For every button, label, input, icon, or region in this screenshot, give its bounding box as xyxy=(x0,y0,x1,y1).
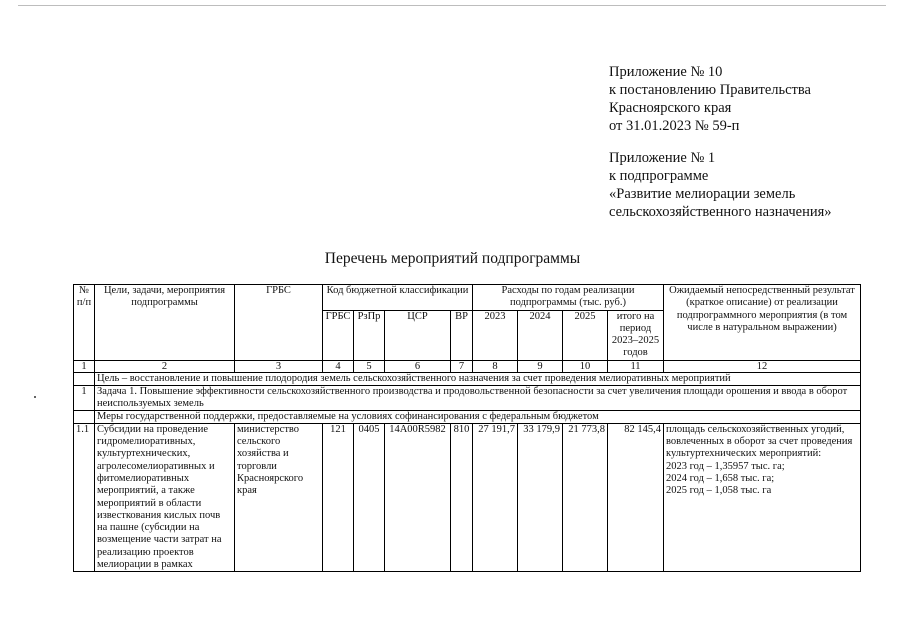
measures-table xyxy=(73,284,861,572)
header-expenses: Расходы по годам реализации подпрограммы (тыс. руб.) xyxy=(473,285,664,311)
table-row xyxy=(74,423,861,572)
row-name: Субсидии на проведение гидромелиоративных, культуртехнических, агролесомелиоративных и фитомелиоративных мероприятий, а также мероприятий в области известкования кислых почв на пашне (субсидии на возмещение части затрат на реализацию проектов мелиорации в рамках xyxy=(95,423,235,572)
column-number: 10 xyxy=(563,360,608,372)
row-grbs-name: министерство сельского хозяйства и торговли Красноярского края xyxy=(235,423,323,572)
appendix-10-header xyxy=(609,63,811,135)
appendix-line: Приложение № 10 xyxy=(609,64,723,80)
scan-top-edge xyxy=(18,5,886,6)
subheader-2023: 2023 xyxy=(473,310,518,360)
appendix-line: Приложение № 1 xyxy=(609,150,716,166)
task-num: 1 xyxy=(74,385,95,410)
result-line: 2025 год – 1,058 тыс. га xyxy=(666,485,772,497)
result-line: площадь сельскохозяйственных угодий, вовлеченных в оборот за счет проведения культуртехнических мероприятий: xyxy=(666,423,853,460)
row-vr: 810 xyxy=(451,423,473,572)
appendix-line: Красноярского края xyxy=(609,100,732,116)
header-result: Ожидаемый непосредственный результат (краткое описание) от реализации подпрограммного мероприятия (в том числе в натуральном выражении) xyxy=(664,285,861,361)
column-number: 12 xyxy=(664,360,861,372)
row-total: 82 145,4 xyxy=(608,423,664,572)
column-number: 8 xyxy=(473,360,518,372)
page-title: Перечень мероприятий подпрограммы xyxy=(324,250,581,267)
subheader-rzpr: РзПр xyxy=(354,310,385,360)
subheader-total: итого на период 2023–2025 годов xyxy=(608,310,664,360)
header-num: № п/п xyxy=(74,285,95,361)
column-number: 7 xyxy=(451,360,473,372)
row-result xyxy=(664,423,861,572)
column-number: 4 xyxy=(323,360,354,372)
row-num: 1.1 xyxy=(74,423,95,572)
row-2025: 21 773,8 xyxy=(563,423,608,572)
support-measures-row xyxy=(74,410,861,423)
subheader-grbs: ГРБС xyxy=(323,310,354,360)
support-measures-text: Меры государственной поддержки, предоставляемые на условиях софинансирования с федеральным бюджетом xyxy=(95,410,861,423)
column-number: 1 xyxy=(74,360,95,372)
subheader-2025: 2025 xyxy=(563,310,608,360)
goal-row xyxy=(74,372,861,385)
column-number: 5 xyxy=(354,360,385,372)
scan-dot xyxy=(34,396,36,398)
column-number: 2 xyxy=(95,360,235,372)
task-text: Задача 1. Повышение эффективности сельскохозяйственного производства и продовольственной безопасности за счет увеличения площади орошения и ввода в оборот неиспользуемых земель xyxy=(95,385,861,410)
subheader-vr: ВР xyxy=(451,310,473,360)
goal-num-cell xyxy=(74,372,95,385)
appendix-line: «Развитие мелиорации земель xyxy=(609,186,796,202)
support-num-cell xyxy=(74,410,95,423)
column-number: 3 xyxy=(235,360,323,372)
goal-text: Цель – восстановление и повышение плодородия земель сельскохозяйственного назначения за счет проведения мелиоративных мероприятий xyxy=(95,372,861,385)
row-rzpr: 0405 xyxy=(354,423,385,572)
result-line: 2024 год – 1,658 тыс. га; xyxy=(666,472,775,484)
column-number: 11 xyxy=(608,360,664,372)
header-goals: Цели, задачи, мероприятия подпрограммы xyxy=(95,285,235,361)
appendix-line: сельскохозяйственного назначения» xyxy=(609,204,832,220)
column-number: 9 xyxy=(518,360,563,372)
appendix-1-header xyxy=(609,149,832,221)
row-2023: 27 191,7 xyxy=(473,423,518,572)
row-grbs-code: 121 xyxy=(323,423,354,572)
column-number: 6 xyxy=(385,360,451,372)
column-number-row xyxy=(74,360,861,372)
row-2024: 33 179,9 xyxy=(518,423,563,572)
header-row xyxy=(74,285,861,311)
appendix-line: к постановлению Правительства xyxy=(609,82,811,98)
result-line: 2023 год – 1,35957 тыс. га; xyxy=(666,460,785,472)
subheader-csr: ЦСР xyxy=(385,310,451,360)
row-csr: 14А00R5982 xyxy=(385,423,451,572)
task-row xyxy=(74,385,861,410)
appendix-line: к подпрограмме xyxy=(609,168,709,184)
appendix-line: от 31.01.2023 № 59-п xyxy=(609,118,740,134)
header-grbs: ГРБС xyxy=(235,285,323,361)
header-budget-code: Код бюджетной классификации xyxy=(323,285,473,311)
subheader-2024: 2024 xyxy=(518,310,563,360)
